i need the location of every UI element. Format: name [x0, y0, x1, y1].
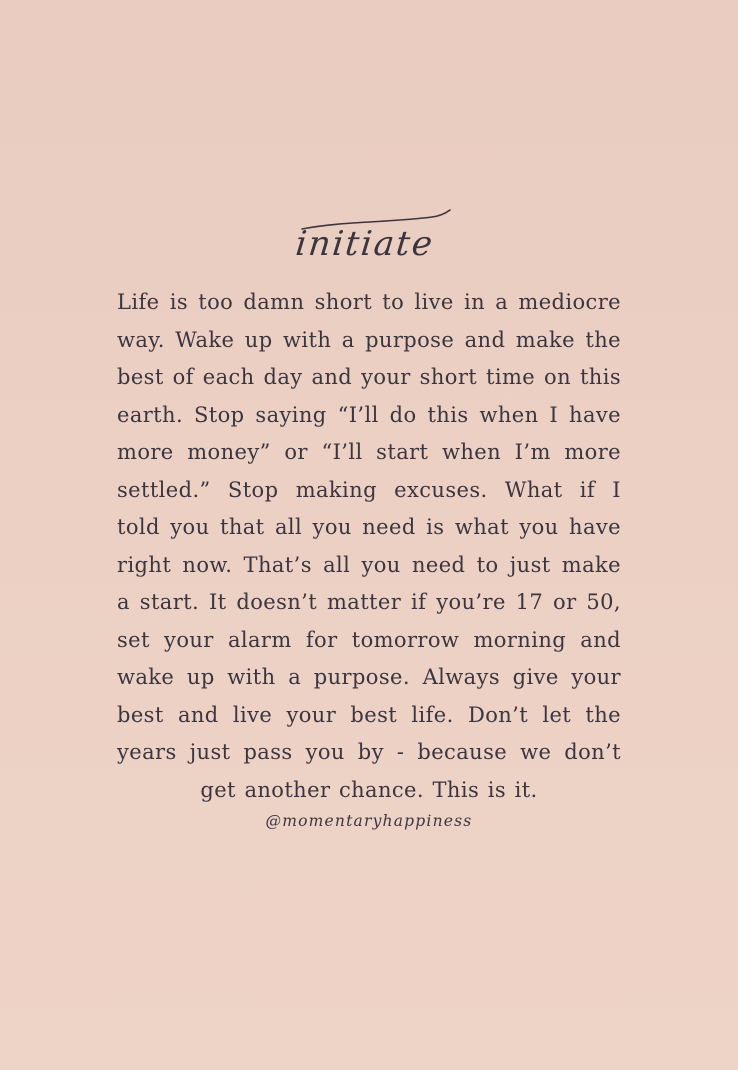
- quote-line: more money” or “I’ll start when I’m more: [117, 440, 621, 464]
- quote-line: wake up with a purpose. Always give your: [117, 665, 621, 689]
- quote-line: way. Wake up with a purpose and make the: [117, 327, 621, 352]
- quote-text: [117, 284, 621, 809]
- quote-line: a start. It doesn’t matter if you’re 17 or 50,: [117, 590, 621, 614]
- quote-line: earth. Stop saying “I’ll do this when I have: [117, 402, 621, 427]
- quote-line: get another chance. This is it.: [200, 777, 538, 802]
- quote-line: years just pass you by - because we don’t: [117, 740, 621, 764]
- initiate-script-art: [264, 205, 474, 277]
- title-text: initiate: [293, 224, 437, 264]
- quote-line: best of each day and your short time on this: [117, 365, 621, 389]
- quote-line: Life is too damn short to live in a mediocre: [117, 290, 621, 314]
- quote-line: settled.” Stop making excuses. What if I: [117, 477, 621, 502]
- title-script: [0, 205, 738, 281]
- quote-line: set your alarm for tomorrow morning and: [117, 627, 621, 652]
- quote-line: told you that all you need is what you have: [117, 515, 621, 539]
- quote-line: best and live your best life. Don’t let the: [117, 702, 621, 727]
- attribution-handle: @momentaryhappiness: [265, 812, 473, 830]
- quote-line: right now. That’s all you need to just make: [117, 552, 621, 577]
